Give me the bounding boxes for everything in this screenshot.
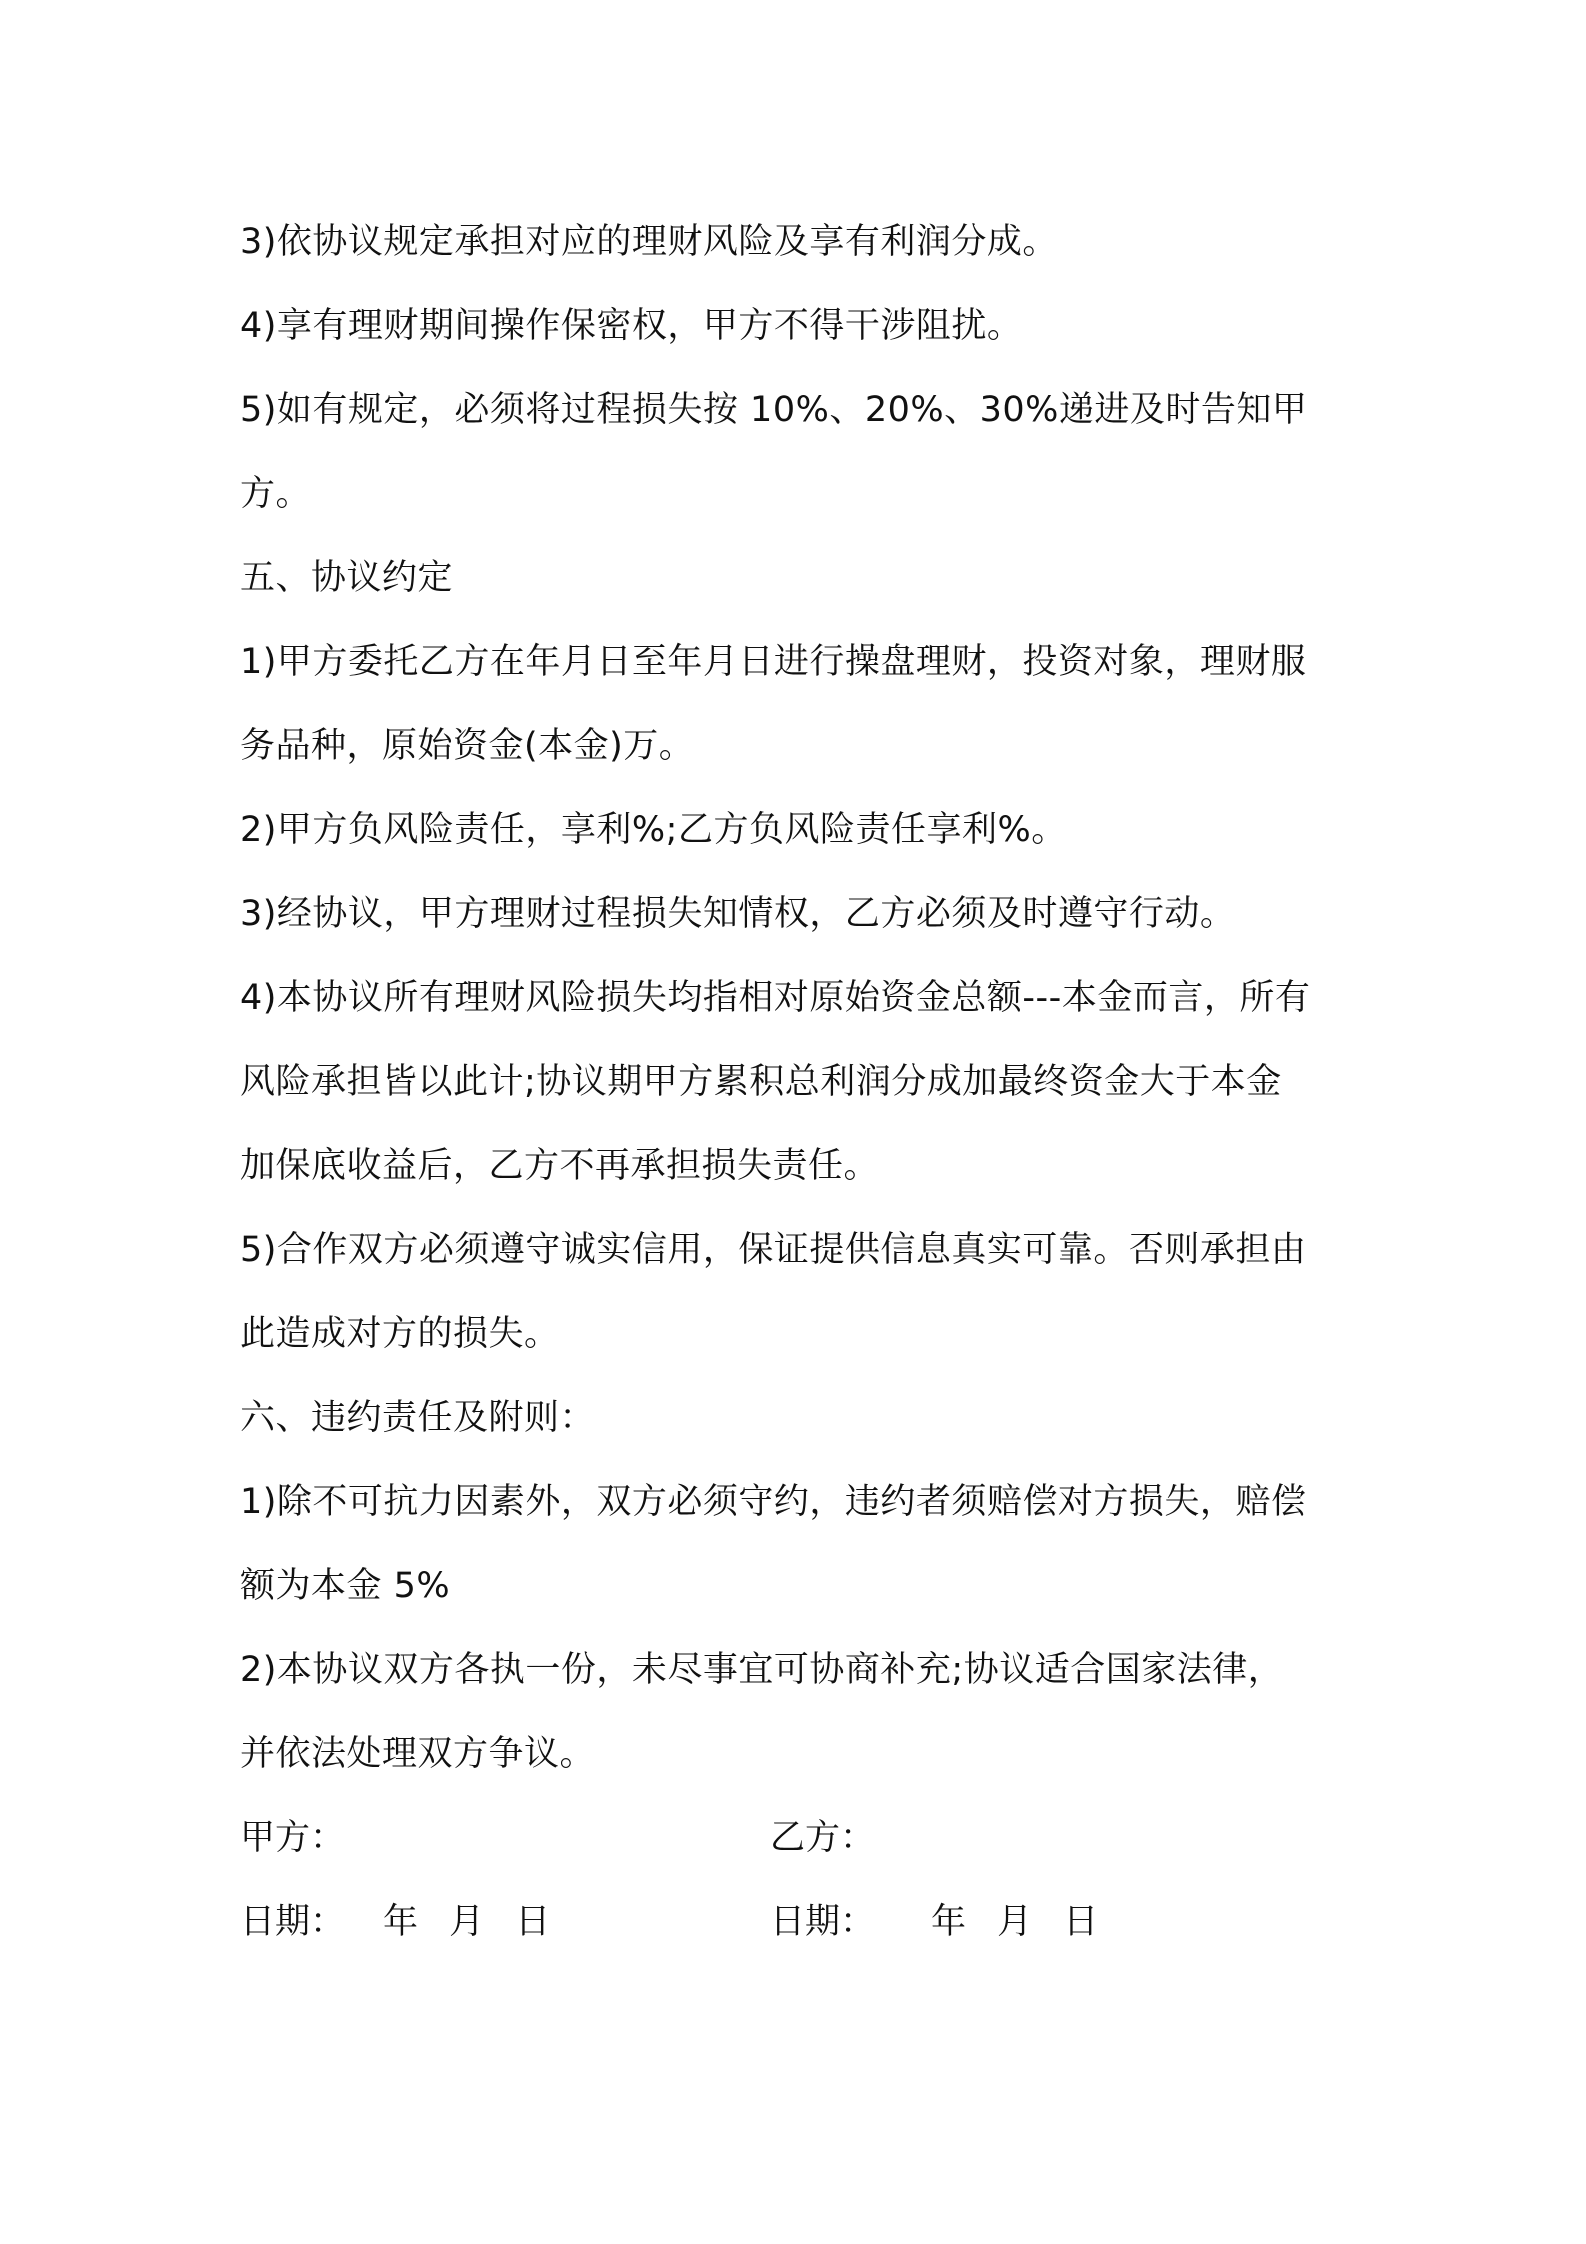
section-heading: 五、协议约定 <box>240 558 454 598</box>
clause-line: 2)甲方负风险责任，享利%;乙方负风险责任享利%。 <box>240 810 1067 850</box>
party-a-label: 甲方： <box>240 1818 346 1858</box>
clause-line: 方。 <box>240 474 312 514</box>
clause-line: 2)本协议双方各执一份，未尽事宜可协商补充;协议适合国家法律， <box>240 1650 1284 1690</box>
date-label-a: 日期： <box>240 1902 346 1942</box>
clause-line: 3)经协议，甲方理财过程损失知情权，乙方必须及时遵守行动。 <box>240 894 1236 934</box>
clause-line: 5)如有规定，必须将过程损失按 10%、20%、30%递进及时告知甲 <box>240 390 1308 430</box>
date-parts-b: 年 月 日 <box>931 1902 1099 1942</box>
party-b-label: 乙方： <box>770 1818 876 1858</box>
clause-line: 额为本金 5% <box>240 1566 451 1606</box>
clause-line: 5)合作双方必须遵守诚实信用，保证提供信息真实可靠。否则承担由 <box>240 1230 1307 1270</box>
clause-line: 务品种，原始资金(本金)万。 <box>240 726 695 766</box>
clause-line: 此造成对方的损失。 <box>240 1314 560 1354</box>
party-b-date <box>770 1880 1098 1964</box>
clause-line: 并依法处理双方争议。 <box>240 1734 596 1774</box>
clause-line: 1)除不可抗力因素外，双方必须守约，违约者须赔偿对方损失，赔偿 <box>240 1482 1307 1522</box>
clause-line: 风险承担皆以此计;协议期甲方累积总利润分成加最终资金大于本金 <box>240 1062 1282 1102</box>
clause-line: 3)依协议规定承担对应的理财风险及享有利润分成。 <box>240 222 1058 262</box>
clause-line: 4)本协议所有理财风险损失均指相对原始资金总额---本金而言，所有 <box>240 978 1311 1018</box>
date-parts-a: 年 月 日 <box>383 1902 551 1942</box>
signature-date-row <box>240 1880 1360 1964</box>
signature-party-row <box>240 1796 1360 1880</box>
clause-line: 1)甲方委托乙方在年月日至年月日进行操盘理财，投资对象，理财服 <box>240 642 1307 682</box>
clause-line: 加保底收益后，乙方不再承担损失责任。 <box>240 1146 880 1186</box>
date-label-b: 日期： <box>770 1902 876 1942</box>
section-heading: 六、违约责任及附则： <box>240 1398 596 1438</box>
clause-line: 4)享有理财期间操作保密权，甲方不得干涉阻扰。 <box>240 306 1023 346</box>
document-body <box>240 200 1360 1964</box>
party-a-date <box>240 1880 550 1964</box>
